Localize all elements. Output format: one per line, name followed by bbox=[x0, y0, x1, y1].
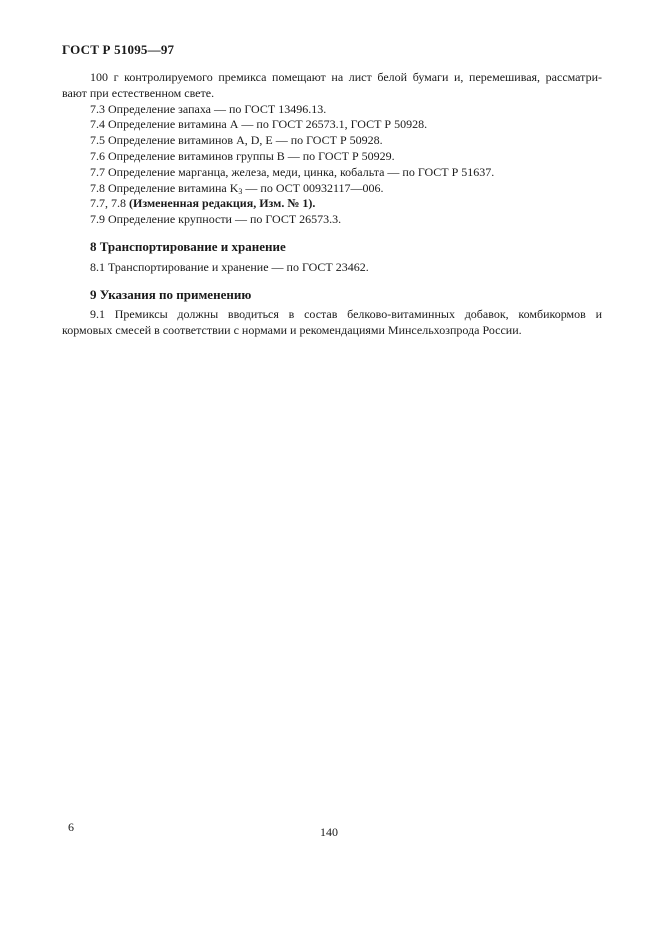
clause-8-1: 8.1 Транспортирование и хранение — по ГОСТ 23462. bbox=[90, 259, 369, 274]
clause-7-3: 7.3 Определение запаха — по ГОСТ 13496.13. bbox=[90, 101, 327, 116]
intro-paragraph-line-2: вают при естественном свете. bbox=[62, 85, 215, 100]
clause-7-6: 7.6 Определение витаминов группы В — по ГОСТ Р 50929. bbox=[90, 148, 395, 163]
amendment-note bbox=[62, 196, 602, 212]
section-9-heading: 9 Указания по применению bbox=[90, 286, 252, 302]
clause-9-1-line-2: кормовых смесей в соответствии с нормами и рекомендациями Минсельхозпрода России. bbox=[62, 323, 522, 338]
clause-7-8-subscript: 3 bbox=[238, 186, 243, 196]
sheet-number: 140 bbox=[320, 825, 338, 839]
amendment-note-clauses: 7.7, 7.8 bbox=[90, 196, 129, 211]
clause-7-5: 7.5 Определение витаминов А, D, Е — по ГОСТ Р 50928. bbox=[90, 133, 383, 148]
section-8-heading: 8 Транспортирование и хранение bbox=[90, 238, 286, 254]
clause-7-8-reference: — по ОСТ 00932117—006. bbox=[242, 180, 384, 195]
intro-paragraph-line-1: 100 г контролируемого премикса помещают на лист белой бумаги и, перемешивая, рассматри- bbox=[90, 70, 602, 84]
clause-7-8-text: 7.8 Определение витамина K bbox=[90, 180, 239, 195]
clause-9-1-line-1: 9.1 Премиксы должны вводиться в состав белково-витаминных добавок, комбикормов и bbox=[90, 307, 602, 322]
clause-7-7: 7.7 Определение марганца, железа, меди, цинка, кобальта — по ГОСТ Р 51637. bbox=[90, 164, 495, 179]
document-body bbox=[62, 70, 602, 339]
clause-7-4: 7.4 Определение витамина А — по ГОСТ 26573.1, ГОСТ Р 50928. bbox=[90, 117, 428, 132]
amendment-note-label: (Измененная редакция, Изм. № 1). bbox=[129, 196, 316, 211]
clause-7-9: 7.9 Определение крупности — по ГОСТ 26573.3. bbox=[90, 212, 342, 227]
page-number: 6 bbox=[68, 820, 74, 834]
clause-7-8 bbox=[62, 181, 602, 197]
document-header-code: ГОСТ Р 51095—97 bbox=[62, 42, 175, 57]
